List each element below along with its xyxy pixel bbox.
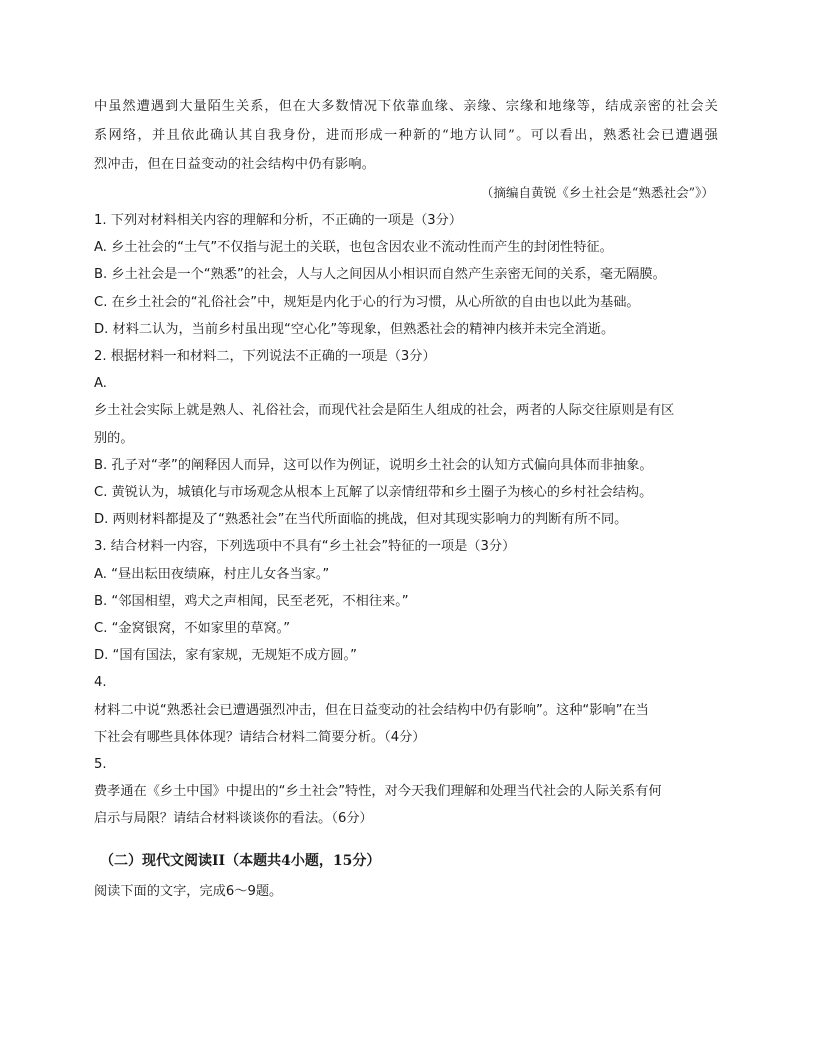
material-excerpt	[94, 92, 718, 179]
question-1-option-a: A. 乡土社会的“土气”不仅指与泥土的关联，也包含因农业不流动性而产生的封闭性特征。	[94, 240, 613, 256]
question-5-line-2: 启示与局限？请结合材料谈谈你的看法。（6分）	[94, 811, 373, 827]
question-3-option-c: C. “金窝银窝，不如家里的草窝。”	[94, 621, 291, 637]
excerpt-line-2: 系网络，并且依此确认其自我身份，进而形成一种新的“地方认同”。可以看出，熟悉社会已遭遇强	[94, 128, 718, 143]
question-1-option-b: B. 乡土社会是一个“熟悉”的社会，人与人之间因从小相识而自然产生亲密无间的关系，毫无隔膜。	[94, 267, 666, 283]
question-2-option-a-line-1: 乡土社会实际上就是熟人、礼俗社会，而现代社会是陌生人组成的社会，两者的人际交往原则是有区	[94, 403, 675, 419]
question-2-option-b: B. 孔子对“孝”的阐释因人而异，这可以作为例证，说明乡土社会的认知方式偏向具体而非抽象。	[94, 457, 653, 473]
question-2-option-d: D. 两则材料都提及了“熟悉社会”在当代所面临的挑战，但对其现实影响力的判断有所不同。	[94, 512, 628, 528]
question-3-option-b: B. “邻国相望，鸡犬之声相闻，民至老死，不相往来。”	[94, 593, 409, 609]
question-1-option-d: D. 材料二认为，当前乡村虽出现“空心化”等现象，但熟悉社会的精神内核并未完全消逝。	[94, 321, 615, 337]
question-5-line-1: 费孝通在《乡土中国》中提出的“乡土社会”特性，对今天我们理解和处理当代社会的人际关系有何	[94, 784, 662, 800]
question-4-line-2: 下社会有哪些具体体现？请结合材料二简要分析。（4分）	[94, 729, 426, 745]
excerpt-source: （摘编自黄锐《乡土社会是“熟悉社会”》）	[480, 185, 714, 200]
question-4-line-1: 材料二中说“熟悉社会已遭遇强烈冲击，但在日益变动的社会结构中仍有影响”。这种“影响”在当	[94, 702, 649, 718]
question-3-option-d: D. “国有国法，家有家规，无规矩不成方圆。”	[94, 648, 357, 664]
question-5-number: 5.	[94, 757, 107, 773]
document-page	[94, 92, 718, 906]
question-2-stem: 2. 根据材料一和材料二，下列说法不正确的一项是（3分）	[94, 349, 436, 365]
question-3-stem: 3. 结合材料一内容，下列选项中不具有“乡土社会”特征的一项是（3分）	[94, 539, 516, 555]
question-3	[94, 533, 718, 669]
question-4-number: 4.	[94, 675, 107, 691]
section-heading: （二）现代文阅读II（本题共4小题，15分）	[100, 852, 381, 869]
excerpt-line-1: 中虽然遭遇到大量陌生关系，但在大多数情况下依靠血缘、亲缘、宗缘和地缘等，结成亲密的社会关	[94, 99, 718, 114]
question-5	[94, 751, 718, 833]
question-4	[94, 669, 718, 751]
section-instruction: 阅读下面的文字，完成6～9题。	[94, 883, 283, 899]
question-2-option-a-line-2: 别的。	[94, 430, 134, 446]
excerpt-line-3: 烈冲击，但在日益变动的社会结构中仍有影响。	[94, 157, 376, 172]
question-2-option-a-letter: A.	[94, 376, 107, 392]
question-1	[94, 207, 718, 343]
question-3-option-a: A. “昼出耘田夜绩麻，村庄儿女各当家。”	[94, 566, 330, 582]
question-1-option-c: C. 在乡土社会的“礼俗社会”中，规矩是内化于心的行为习惯，从心所欲的自由也以此为基础。	[94, 294, 640, 310]
question-2-option-c: C. 黄锐认为，城镇化与市场观念从根本上瓦解了以亲情纽带和乡土圈子为核心的乡村社会结构。	[94, 485, 653, 501]
question-2	[94, 343, 718, 533]
question-1-stem: 1. 下列对材料相关内容的理解和分析，不正确的一项是（3分）	[94, 213, 463, 228]
